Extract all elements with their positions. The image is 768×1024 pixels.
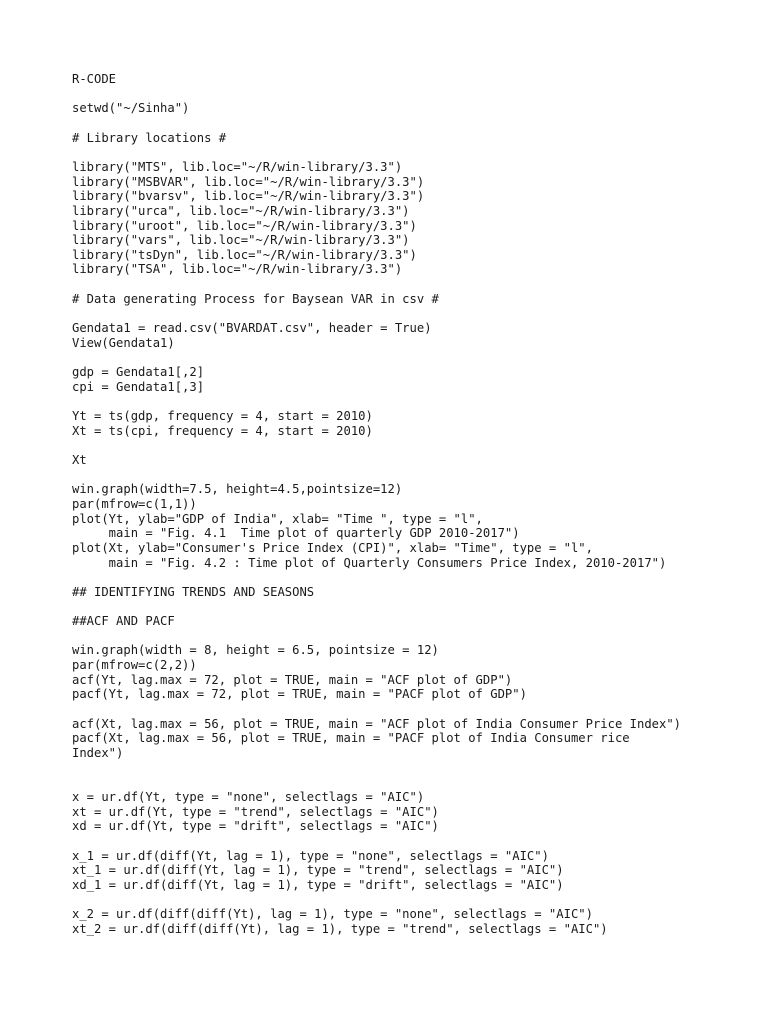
code-line: xt_2 = ur.df(diff(diff(Yt), lag = 1), type = "trend", selectlags = "AIC"): [72, 921, 608, 936]
code-line: # Data generating Process for Baysean VAR in csv #: [72, 291, 439, 306]
code-line: gdp = Gendata1[,2]: [72, 365, 205, 380]
code-line: [72, 834, 752, 849]
code-line: main = "Fig. 4.1 Time plot of quarterly GDP 2010-2017"): [72, 526, 520, 541]
code-line: plot(Xt, ylab="Consumer's Price Index (CPI)", xlab= "Time", type = "l",: [72, 540, 593, 555]
code-line: pacf(Yt, lag.max = 72, plot = TRUE, main = "PACF plot of GDP"): [72, 687, 527, 702]
code-line: par(mfrow=c(1,1)): [72, 496, 197, 511]
code-line: [72, 761, 752, 776]
code-line: library("vars", lib.loc="~/R/win-library/3.3"): [72, 233, 410, 248]
code-line: acf(Xt, lag.max = 56, plot = TRUE, main = "ACF plot of India Consumer Price Index"): [72, 716, 682, 731]
code-line: library("tsDyn", lib.loc="~/R/win-library/3.3"): [72, 247, 417, 262]
code-line: xt_1 = ur.df(diff(Yt, lag = 1), type = "trend", selectlags = "AIC"): [72, 863, 564, 878]
code-line: pacf(Xt, lag.max = 56, plot = TRUE, main = "PACF plot of India Consumer rice: [72, 731, 630, 746]
code-line: Index"): [72, 745, 124, 760]
code-line: main = "Fig. 4.2 : Time plot of Quarterly Consumers Price Index, 2010-2017"): [72, 555, 667, 570]
code-line: library("MTS", lib.loc="~/R/win-library/3.3"): [72, 159, 403, 174]
code-line: [72, 350, 752, 365]
code-line: xt = ur.df(Yt, type = "trend", selectlags = "AIC"): [72, 804, 439, 819]
code-line: win.graph(width=7.5, height=4.5,pointsize=12): [72, 482, 403, 497]
code-line: [72, 629, 752, 644]
code-line: Gendata1 = read.csv("BVARDAT.csv", header = True): [72, 321, 432, 336]
code-line: [72, 468, 752, 483]
code-line: [72, 394, 752, 409]
code-line: [72, 306, 752, 321]
code-line: [72, 277, 752, 292]
code-line: win.graph(width = 8, height = 6.5, pointsize = 12): [72, 643, 439, 658]
code-line: setwd("~/Sinha"): [72, 101, 190, 116]
code-line: Xt = ts(cpi, frequency = 4, start = 2010): [72, 423, 373, 438]
code-line: [72, 936, 752, 951]
code-line: x_1 = ur.df(diff(Yt, lag = 1), type = "none", selectlags = "AIC"): [72, 848, 549, 863]
code-line: [72, 893, 752, 908]
code-line: plot(Yt, ylab="GDP of India", xlab= "Time ", type = "l",: [72, 511, 483, 526]
code-line: x_2 = ur.df(diff(diff(Yt), lag = 1), type = "none", selectlags = "AIC"): [72, 907, 593, 922]
code-line: library("uroot", lib.loc="~/R/win-library/3.3"): [72, 218, 417, 233]
code-line: xd_1 = ur.df(diff(Yt, lag = 1), type = "drift", selectlags = "AIC"): [72, 877, 564, 892]
code-line: Yt = ts(gdp, frequency = 4, start = 2010): [72, 408, 373, 423]
code-line: R-CODE: [72, 72, 117, 86]
code-line: library("MSBVAR", lib.loc="~/R/win-library/3.3"): [72, 174, 425, 189]
code-line: [72, 87, 752, 102]
code-line: xd = ur.df(Yt, type = "drift", selectlags = "AIC"): [72, 819, 439, 834]
code-line: [72, 438, 752, 453]
code-line: cpi = Gendata1[,3]: [72, 379, 205, 394]
code-line: View(Gendata1): [72, 335, 175, 350]
code-line: [72, 570, 752, 585]
code-line: [72, 702, 752, 717]
code-line: [72, 116, 752, 131]
code-line: Xt: [72, 452, 87, 467]
code-line: [72, 775, 752, 790]
code-line: ## IDENTIFYING TRENDS AND SEASONS: [72, 584, 315, 599]
code-line: x = ur.df(Yt, type = "none", selectlags = "AIC"): [72, 789, 425, 804]
code-line: # Library locations #: [72, 130, 227, 145]
code-line: ##ACF AND PACF: [72, 614, 175, 629]
code-line: acf(Yt, lag.max = 72, plot = TRUE, main = "ACF plot of GDP"): [72, 672, 513, 687]
r-code-block: [72, 72, 752, 951]
code-line: par(mfrow=c(2,2)): [72, 658, 197, 673]
code-line: library("urca", lib.loc="~/R/win-library/3.3"): [72, 203, 410, 218]
code-line: library("bvarsv", lib.loc="~/R/win-library/3.3"): [72, 189, 425, 204]
code-line: library("TSA", lib.loc="~/R/win-library/3.3"): [72, 262, 403, 277]
code-line: [72, 599, 752, 614]
code-line: [72, 145, 752, 160]
